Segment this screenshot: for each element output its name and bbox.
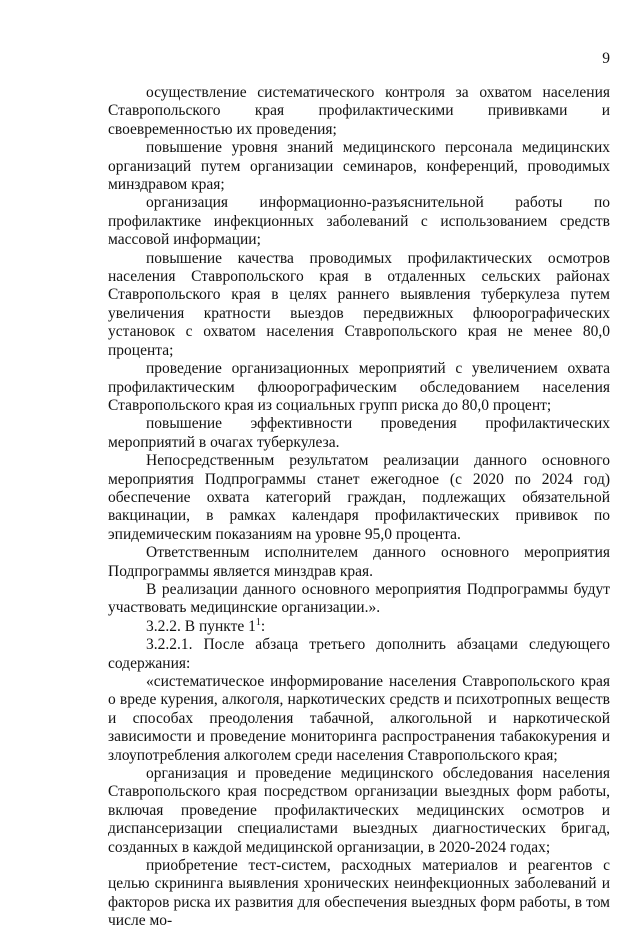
section-reference-text: 3.2.2. В пункте 1	[146, 617, 256, 635]
paragraph: «систематическое информирование населения Ставропольского края о вреде курения, алкоголя, наркотических средств и психотропных веществ и способах преодоления табачной, алкогольной и наркотической зависимости и проведение мониторинга распространения табакокурения и злоупотребления алкоголем среди населения Ставропольского края;	[108, 673, 610, 764]
footnote-superscript: 1	[255, 616, 261, 628]
paragraph: организация и проведение медицинского обследования населения Ставропольского края посредством организации выездных форм работы, включая проведение профилактических медицинских осмотров и диспансеризации специалистами выездных диагностических бригад, созданных в каждой медицинской организации, в 2020-2024 годах;	[108, 765, 610, 856]
paragraph: повышение уровня знаний медицинского персонала медицинских организаций путем организации семинаров, конференций, проводимых минздравом края;	[108, 139, 610, 194]
document-body	[108, 84, 610, 931]
paragraph: организация информационно-разъяснительной работы по профилактике инфекционных заболеваний с использованием средств массовой информации;	[108, 194, 610, 249]
paragraph: проведение организационных мероприятий с увеличением охвата профилактическим флюорографическим обследованием населения Ставропольского края из социальных групп риска до 80,0 процент;	[108, 360, 610, 414]
paragraph: повышение эффективности проведения профилактических мероприятий в очагах туберкулеза.	[108, 415, 610, 451]
paragraph: Ответственным исполнителем данного основного мероприятия Подпрограммы является минздрав края.	[108, 544, 610, 580]
section-reference-suffix: :	[260, 617, 266, 635]
paragraph: Непосредственным результатом реализации данного основного мероприятия Подпрограммы станет ежегодное (с 2020 по 2024 год) обеспечение охвата категорий граждан, подлежащих обязательной вакцинации, в рамках календаря профилактических прививок по эпидемическим показаниям на уровне 95,0 процента.	[108, 452, 610, 543]
paragraph: приобретение тест-систем, расходных материалов и реагентов с целью скрининга выявления хронических неинфекционных заболеваний и факторов риска их развития для обеспечения выездных форм работы, в том числе мо-	[108, 857, 610, 930]
page-number: 9	[602, 50, 610, 67]
paragraph: повышение качества проводимых профилактических осмотров населения Ставропольского края в отдаленных сельских районах Ставропольского края в целях раннего выявления туберкулеза путем увеличения кратности выездов передвижных флюорографических установок с охватом населения Ставропольского края не менее 80,0 процента;	[108, 249, 610, 359]
paragraph: 3.2.2.1. После абзаца третьего дополнить абзацами следующего содержания:	[108, 636, 610, 672]
section-reference-paragraph	[108, 618, 610, 636]
paragraph: осуществление систематического контроля за охватом населения Ставропольского края профилактическими прививками и своевременностью их проведения;	[108, 84, 610, 138]
paragraph: В реализации данного основного мероприятия Подпрограммы будут участвовать медицинские организации.».	[108, 580, 610, 617]
